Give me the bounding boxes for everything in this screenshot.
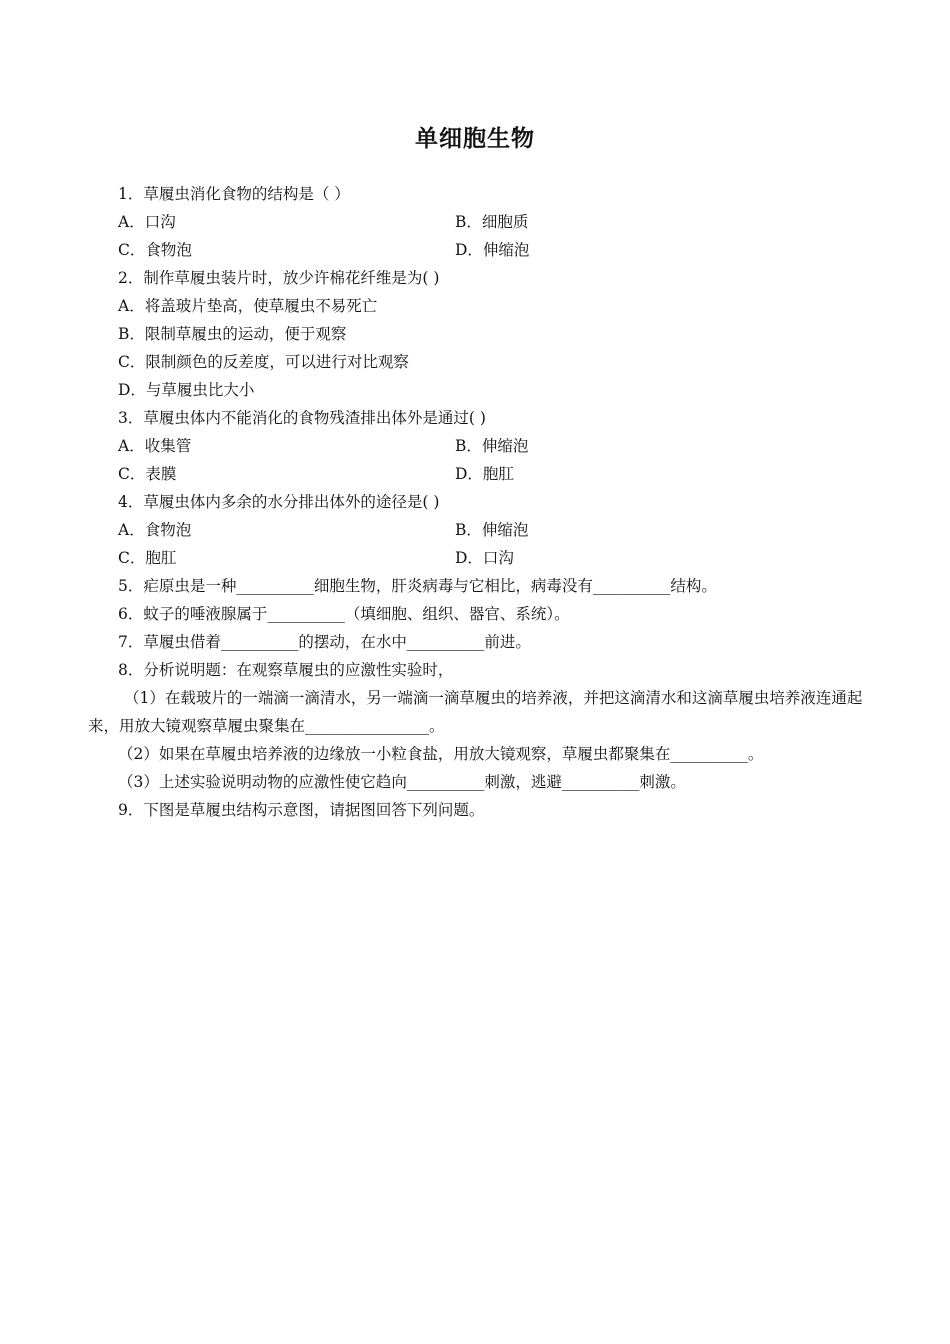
q8-stem: 8．分析说明题：在观察草履虫的应激性实验时， bbox=[118, 661, 454, 679]
q4-option-a: A．食物泡 bbox=[118, 521, 192, 539]
q3-option-b: B．伸缩泡 bbox=[455, 437, 529, 455]
q2-option-c: C．限制颜色的反差度，可以进行对比观察 bbox=[118, 353, 409, 371]
q9-text: 9．下图是草履虫结构示意图，请据图回答下列问题。 bbox=[118, 801, 485, 819]
q2-stem: 2．制作草履虫装片时，放少许棉花纤维是为( ) bbox=[118, 269, 440, 287]
q8-part1: （1）在载玻片的一端滴一滴清水，另一端滴一滴草履虫的培养液，并把这滴清水和这滴草履虫培养液连通起来，用放大镜观察草履虫聚集在________________。 bbox=[88, 689, 863, 735]
q1-option-b: B．细胞质 bbox=[455, 213, 529, 231]
q6-text: 6．蚊子的唾液腺属于__________（填细胞、组织、器官、系统）。 bbox=[118, 605, 570, 623]
q3-option-a: A．收集管 bbox=[118, 437, 192, 455]
q1-option-d: D．伸缩泡 bbox=[455, 241, 530, 259]
q3-option-c: C．表膜 bbox=[118, 465, 177, 483]
q2-option-d: D．与草履虫比大小 bbox=[118, 381, 255, 399]
q8-part3: （3）上述实验说明动物的应激性使它趋向__________刺激，逃避__________刺激。 bbox=[118, 773, 686, 791]
page-title: 单细胞生物 bbox=[415, 126, 535, 152]
q4-stem: 4．草履虫体内多余的水分排出体外的途径是( ) bbox=[118, 493, 440, 511]
q1-option-c: C．食物泡 bbox=[118, 241, 192, 259]
q4-option-d: D．口沟 bbox=[455, 549, 514, 567]
q8-part2: （2）如果在草履虫培养液的边缘放一小粒食盐，用放大镜观察，草履虫都聚集在__________。 bbox=[118, 745, 764, 763]
q2-option-a: A．将盖玻片垫高，使草履虫不易死亡 bbox=[118, 297, 378, 315]
q3-stem: 3．草履虫体内不能消化的食物残渣排出体外是通过( ) bbox=[118, 409, 486, 427]
q1-stem: 1．草履虫消化食物的结构是（ ） bbox=[118, 185, 350, 203]
q3-option-d: D．胞肛 bbox=[455, 465, 514, 483]
q2-option-b: B．限制草履虫的运动，便于观察 bbox=[118, 325, 347, 343]
q4-option-b: B．伸缩泡 bbox=[455, 521, 529, 539]
q1-option-a: A．口沟 bbox=[118, 213, 176, 231]
q5-text: 5．疟原虫是一种__________细胞生物，肝炎病毒与它相比，病毒没有__________结构。 bbox=[118, 577, 717, 595]
q7-text: 7．草履虫借着__________的摆动，在水中__________前进。 bbox=[118, 633, 531, 651]
q4-option-c: C．胞肛 bbox=[118, 549, 177, 567]
